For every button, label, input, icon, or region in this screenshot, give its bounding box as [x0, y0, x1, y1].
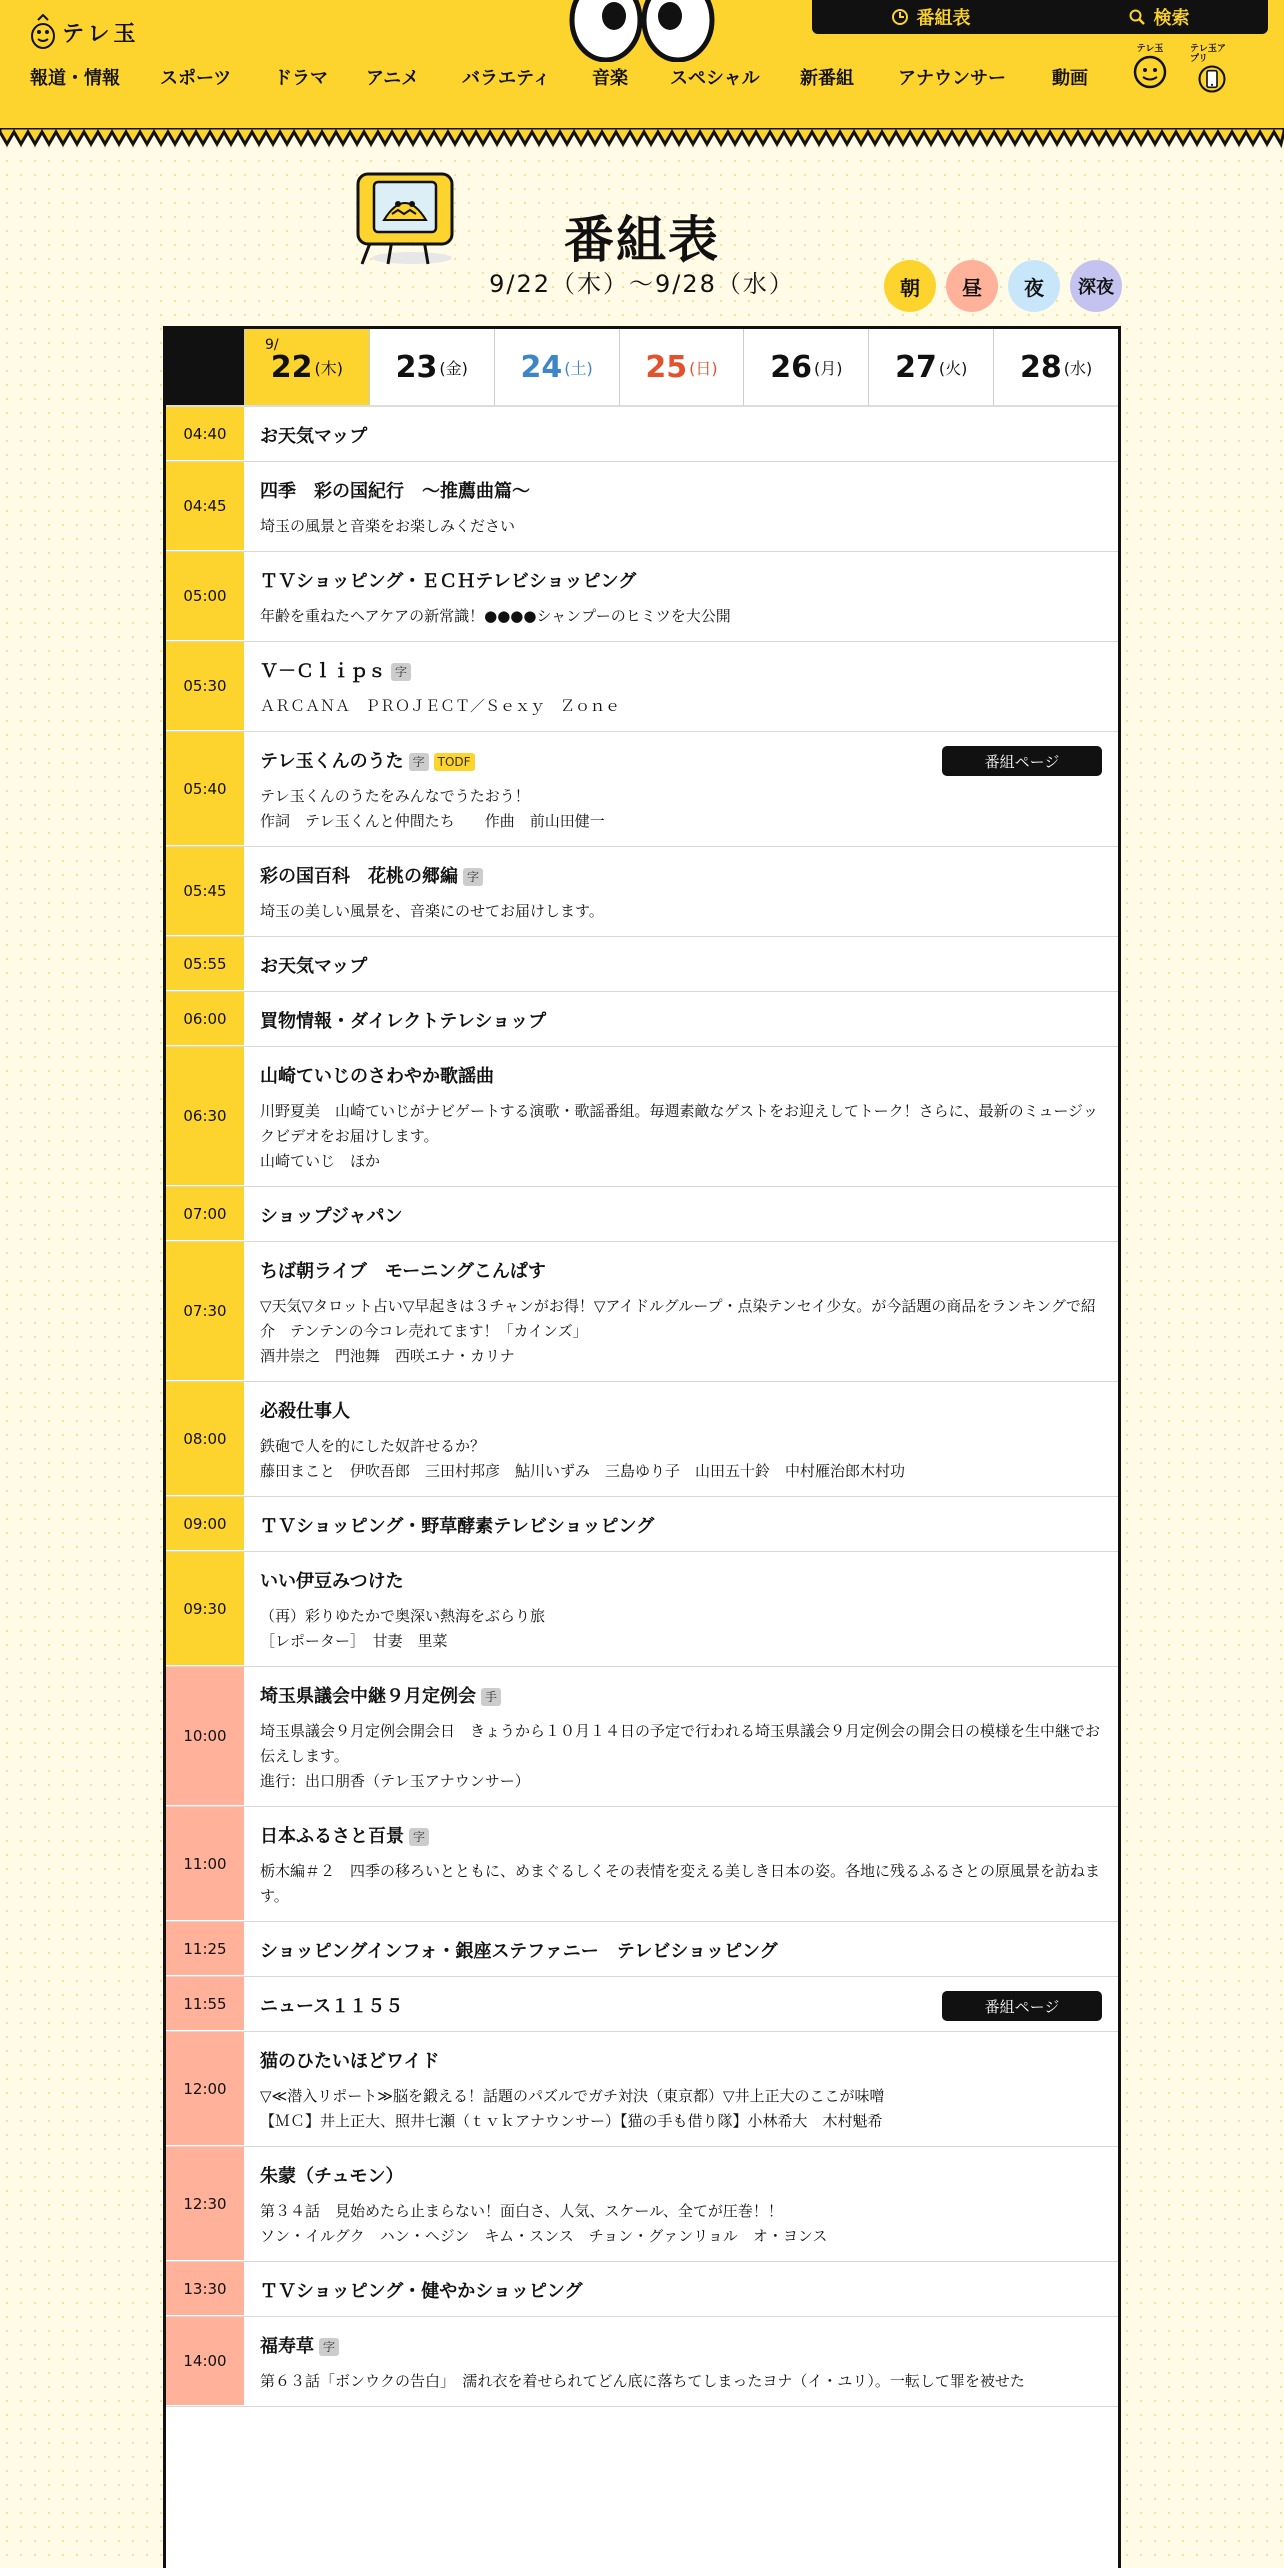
program-badge: TODF: [434, 753, 475, 771]
program-cell[interactable]: [244, 2032, 1118, 2146]
nav-item-videos[interactable]: 動画: [1052, 68, 1088, 89]
program-title-text: ＴＶショッピング・健やかショッピング: [260, 2281, 583, 2302]
program-title[interactable]: [260, 660, 1102, 684]
program-time: 10:00: [166, 1667, 244, 1806]
program-row[interactable]: [166, 407, 1118, 462]
program-row[interactable]: [166, 1187, 1118, 1242]
program-row[interactable]: [166, 1807, 1118, 1922]
day-tab-weekday: (土): [564, 358, 593, 378]
nav-item-music[interactable]: 音楽: [592, 68, 628, 89]
program-title[interactable]: [260, 1570, 1102, 1594]
program-title-text: 朱蒙（チュモン）: [260, 2166, 404, 2187]
tod-morning-button[interactable]: [884, 260, 936, 312]
program-title[interactable]: [260, 2335, 1102, 2359]
clock-icon: [891, 8, 909, 26]
program-description: 鉄砲で人を的にした奴許せるか？ 藤田まこと 伊吹吾郎 三田村邦彦 鮎川いずみ 三島ゆり子 山田五十鈴 中村雁治郎木村功: [260, 1437, 906, 1480]
program-badge: 字: [391, 663, 411, 681]
header-zigzag-edge: [0, 128, 1284, 150]
program-title-text: 埼玉県議会中継９月定例会: [260, 1686, 476, 1707]
program-cell[interactable]: [244, 1922, 1118, 1976]
program-title[interactable]: [260, 480, 1102, 504]
nav-item-announcers[interactable]: アナウンサー: [898, 68, 1006, 89]
program-time: 05:40: [166, 732, 244, 846]
phone-app-icon: [1194, 64, 1230, 94]
program-row[interactable]: [166, 2032, 1118, 2147]
program-title-text: 必殺仕事人: [260, 1401, 350, 1422]
program-description: （再）彩りゆたかで奥深い熱海をぶらり旅 ［レポーター］ 甘妻 里菜: [260, 1607, 546, 1650]
day-tab-date: 28: [1019, 349, 1062, 385]
mascot-eyes-icon: [566, 0, 718, 62]
program-title-text: お天気マップ: [260, 956, 368, 977]
program-row[interactable]: [166, 1552, 1118, 1667]
program-description: ＡＲＣＡＮＡ ＰＲＯＪＥＣＴ／Ｓｅｘｙ Ｚｏｎｅ: [260, 697, 621, 715]
program-row[interactable]: [166, 2317, 1118, 2407]
program-row[interactable]: [166, 1922, 1118, 1977]
program-time: 06:30: [166, 1047, 244, 1186]
program-row[interactable]: [166, 1497, 1118, 1552]
mascot-icon: [1132, 54, 1168, 90]
tod-label: 夜: [1024, 275, 1044, 300]
day-tabs: [166, 329, 1118, 407]
day-tab-23[interactable]: [369, 329, 494, 405]
program-cell[interactable]: [244, 992, 1118, 1046]
program-cell[interactable]: [244, 1497, 1118, 1551]
tod-night-button[interactable]: [1008, 260, 1060, 312]
program-title-text: ショップジャパン: [260, 1206, 403, 1227]
day-tab-weekday: (水): [1063, 358, 1093, 378]
program-title[interactable]: [260, 1685, 1102, 1709]
program-cell[interactable]: [244, 1187, 1118, 1241]
program-badge: 字: [409, 753, 429, 771]
nav-icons: [1128, 44, 1234, 94]
program-cell[interactable]: [244, 1667, 1118, 1806]
top-link-search[interactable]: [1128, 4, 1190, 30]
program-time: 06:00: [166, 992, 244, 1046]
tod-late-night-button[interactable]: [1070, 260, 1122, 312]
program-cell[interactable]: [244, 937, 1118, 991]
program-title[interactable]: [260, 1260, 1102, 1284]
program-title-text: 猫のひたいほどワイド: [260, 2051, 440, 2072]
top-link-schedule[interactable]: [891, 4, 971, 30]
site-header: [0, 0, 1284, 130]
program-title-text: ちば朝ライブ モーニングこんぱす: [260, 1261, 546, 1282]
program-title-text: お天気マップ: [260, 426, 368, 447]
program-cell[interactable]: [244, 847, 1118, 936]
program-cell[interactable]: [244, 1552, 1118, 1666]
program-description: 第３４話 見始めたら止まらない！面白さ、人気、スケール、全てが圧巻！！ ソン・イルグク ハン・ヘジン キム・スンス チョン・グァンリョル オ・ヨンス: [260, 2202, 828, 2245]
nav-item-news[interactable]: 報道・情報: [30, 68, 120, 89]
program-description: 川野夏美 山崎ていじがナビゲートする演歌・歌謡番組。毎週素敵なゲストをお迎えしてトーク！さらに、最新のミュージックビデオをお届けします。 山崎ていじ ほか: [260, 1102, 1099, 1170]
program-time: 11:00: [166, 1807, 244, 1921]
program-description: ▽≪潜入リポート≫脳を鍛える！話題のパズルでガチ対決（東京都）▽井上正大のここが味噌 【ＭＣ】井上正大、照井七瀬（ｔｖｋアナウンサー）【猫の手も借り隊】小林希大 木村魁希: [260, 2087, 885, 2130]
tod-daytime-button[interactable]: [946, 260, 998, 312]
program-row[interactable]: [166, 1382, 1118, 1497]
program-title-text: ＴＶショッピング・野草酵素テレビショッピング: [260, 1516, 655, 1537]
tod-label: 朝: [900, 275, 920, 300]
program-title[interactable]: [260, 2050, 1102, 2074]
day-tab-25[interactable]: [619, 329, 744, 405]
program-title-text: 福寿草: [260, 2336, 314, 2357]
program-title-text: いい伊豆みつけた: [260, 1571, 404, 1592]
program-badge: 字: [319, 2338, 339, 2356]
program-cell[interactable]: [244, 1047, 1118, 1186]
program-page-button[interactable]: 番組ページ: [942, 1991, 1102, 2021]
program-row[interactable]: [166, 552, 1118, 642]
program-time: 05:30: [166, 642, 244, 731]
schedule-table: [163, 326, 1121, 2568]
program-row[interactable]: [166, 1047, 1118, 1187]
nav-item-anime[interactable]: アニメ: [366, 68, 420, 89]
program-time: 12:00: [166, 2032, 244, 2146]
program-title[interactable]: [260, 1825, 1102, 1849]
program-title[interactable]: [260, 1940, 1102, 1964]
search-icon: [1128, 8, 1146, 26]
program-description: 埼玉県議会９月定例会開会日 きょうから１０月１４日の予定で行われる埼玉県議会９月定例会の開会日の模様を生中継でお伝えします。 進行：出口朋香（テレ玉アナウンサー）: [260, 1722, 1101, 1790]
program-title-text: 彩の国百科 花桃の郷編: [260, 866, 458, 887]
program-time: 11:25: [166, 1922, 244, 1976]
program-title-text: 日本ふるさと百景: [260, 1826, 404, 1847]
program-time: 12:30: [166, 2147, 244, 2261]
program-time: 14:00: [166, 2317, 244, 2406]
day-tabs-corner: [166, 329, 244, 405]
program-time: 04:40: [166, 407, 244, 461]
program-badge: 手: [481, 1688, 501, 1706]
program-cell[interactable]: [244, 1382, 1118, 1496]
day-tab-26[interactable]: [743, 329, 868, 405]
program-list: [166, 407, 1118, 2407]
site-logo[interactable]: [30, 14, 140, 50]
day-tab-weekday: (木): [314, 358, 344, 378]
tod-label: 深夜: [1078, 277, 1114, 298]
day-tab-date: 24: [520, 349, 563, 385]
day-tab-weekday: (月): [813, 358, 843, 378]
nav-icon-caption: テレ玉: [1136, 44, 1164, 54]
program-title-text: 山崎ていじのさわやか歌謡曲: [260, 1066, 494, 1087]
nav-icon-caption: テレ玉アプリ: [1190, 44, 1226, 64]
day-tab-24[interactable]: [494, 329, 619, 405]
program-title-text: 四季 彩の国紀行 ～推薦曲篇～: [260, 481, 530, 502]
program-title[interactable]: [260, 865, 1102, 889]
day-tab-weekday: (金): [439, 358, 468, 378]
nav-item-sports[interactable]: スポーツ: [160, 68, 232, 89]
day-tab-date: 27: [895, 349, 937, 385]
program-time: 08:00: [166, 1382, 244, 1496]
nav-item-variety[interactable]: バラエティ: [462, 68, 551, 89]
program-row[interactable]: [166, 642, 1118, 732]
program-row[interactable]: [166, 847, 1118, 937]
program-title[interactable]: [260, 1065, 1102, 1089]
program-cell[interactable]: [244, 1242, 1118, 1381]
program-title-text: ニュース１１５５: [260, 1996, 404, 2017]
nav-item-drama[interactable]: ドラマ: [274, 68, 328, 89]
program-cell[interactable]: [244, 1977, 1118, 2031]
program-description: 第６３話「ボンウクの告白」 濡れ衣を着せられてどん底に落ちてしまったヨナ（イ・ユリ）。一転して罪を被せた: [260, 2372, 1025, 2390]
main-nav: [30, 60, 1122, 94]
time-of-day-selector: [884, 260, 1122, 312]
program-row[interactable]: [166, 1977, 1118, 2032]
program-description: 栃木編＃２ 四季の移ろいとともに、めまぐるしくその表情を変える美しき日本の姿。各地に残るふるさとの原風景を訪ねます。: [260, 1862, 1101, 1905]
tod-label: 昼: [962, 275, 982, 300]
program-cell[interactable]: [244, 2147, 1118, 2261]
program-time: 04:45: [166, 462, 244, 551]
program-description: 埼玉の風景と音楽をお楽しみください: [260, 517, 516, 535]
program-row[interactable]: [166, 732, 1118, 847]
program-row[interactable]: [166, 462, 1118, 552]
program-time: 11:55: [166, 1977, 244, 2031]
program-title[interactable]: [260, 1010, 1102, 1034]
program-cell[interactable]: [244, 407, 1118, 461]
program-row[interactable]: [166, 2262, 1118, 2317]
day-tab-weekday: (火): [938, 358, 968, 378]
program-time: 05:55: [166, 937, 244, 991]
program-row[interactable]: [166, 992, 1118, 1047]
program-title[interactable]: [260, 1400, 1102, 1424]
top-link-label: 番組表: [916, 8, 971, 29]
program-title[interactable]: [260, 425, 1102, 449]
day-tab-date: 25: [645, 349, 688, 385]
program-title[interactable]: [260, 2280, 1102, 2304]
program-page-button[interactable]: 番組ページ: [942, 746, 1102, 776]
nav-item-special[interactable]: スペシャル: [670, 68, 760, 89]
program-description: 年齢を重ねたヘアケアの新常識！●●●●シャンプーのヒミツを大公開: [260, 607, 731, 625]
program-cell[interactable]: [244, 642, 1118, 731]
program-title-text: Ｖ－Ｃｌｉｐｓ: [260, 661, 386, 682]
program-row[interactable]: [166, 1242, 1118, 1382]
program-description: 埼玉の美しい風景を、音楽にのせてお届けします。: [260, 902, 604, 920]
nav-icon-app[interactable]: [1190, 44, 1234, 94]
program-title-text: 買物情報・ダイレクトテレショップ: [260, 1011, 547, 1032]
program-time: 13:30: [166, 2262, 244, 2316]
program-title[interactable]: [260, 1205, 1102, 1229]
program-row[interactable]: [166, 1667, 1118, 1807]
day-tab-month: 9/: [265, 337, 279, 353]
program-cell[interactable]: [244, 1807, 1118, 1921]
day-tab-date: 26: [770, 349, 812, 385]
program-description: テレ玉くんのうたをみんなでうたおう！ 作詞 テレ玉くんと仲間たち 作曲 前山田健一: [260, 787, 605, 830]
day-tab-22[interactable]: [244, 329, 369, 405]
program-title-text: ＴＶショッピング・ＥＣＨテレビショッピング: [260, 571, 637, 592]
program-cell[interactable]: [244, 462, 1118, 551]
program-title[interactable]: [260, 955, 1102, 979]
program-time: 09:00: [166, 1497, 244, 1551]
day-tab-28[interactable]: [993, 329, 1118, 405]
day-tab-weekday: (日): [689, 358, 718, 378]
utility-bar: [812, 0, 1268, 34]
program-cell[interactable]: [244, 2262, 1118, 2316]
logo-text: テレ玉: [62, 21, 140, 47]
top-link-label: 検索: [1153, 8, 1190, 29]
day-tab-27[interactable]: [868, 329, 993, 405]
program-title-text: ショッピングインフォ・銀座ステファニー テレビショッピング: [260, 1941, 778, 1962]
day-tab-date: 23: [395, 349, 438, 385]
program-cell[interactable]: [244, 2317, 1118, 2406]
program-time: 05:45: [166, 847, 244, 936]
program-title[interactable]: [260, 570, 1102, 594]
program-title-text: テレ玉くんのうた: [260, 751, 404, 772]
program-cell[interactable]: [244, 732, 1118, 846]
program-row[interactable]: [166, 2147, 1118, 2262]
program-cell[interactable]: [244, 552, 1118, 641]
program-title[interactable]: [260, 2165, 1102, 2189]
day-tab-date: 22: [270, 349, 313, 385]
nav-item-new-programs[interactable]: 新番組: [800, 68, 854, 89]
page-title: 番組表: [564, 211, 720, 269]
program-time: 09:30: [166, 1552, 244, 1666]
program-row[interactable]: [166, 937, 1118, 992]
program-time: 05:00: [166, 552, 244, 641]
program-title[interactable]: [260, 1515, 1102, 1539]
program-description: ▽天気▽タロット占い▽早起きは３チャンがお得！▽アイドルグループ・点染テンセイ少女。が今話題の商品をランキングで紹介 テンテンの今コレ売れてます！「カインズ」 酒井崇之 門池舞 西咲エナ・カリナ: [260, 1297, 1096, 1365]
nav-icon-teletama[interactable]: [1128, 44, 1172, 94]
mascot-icon: [30, 14, 56, 50]
program-time: 07:30: [166, 1242, 244, 1381]
date-range: 9/22（木）〜9/28（水）: [489, 270, 795, 298]
program-time: 07:00: [166, 1187, 244, 1241]
program-badge: 字: [463, 868, 483, 886]
program-badge: 字: [409, 1828, 429, 1846]
